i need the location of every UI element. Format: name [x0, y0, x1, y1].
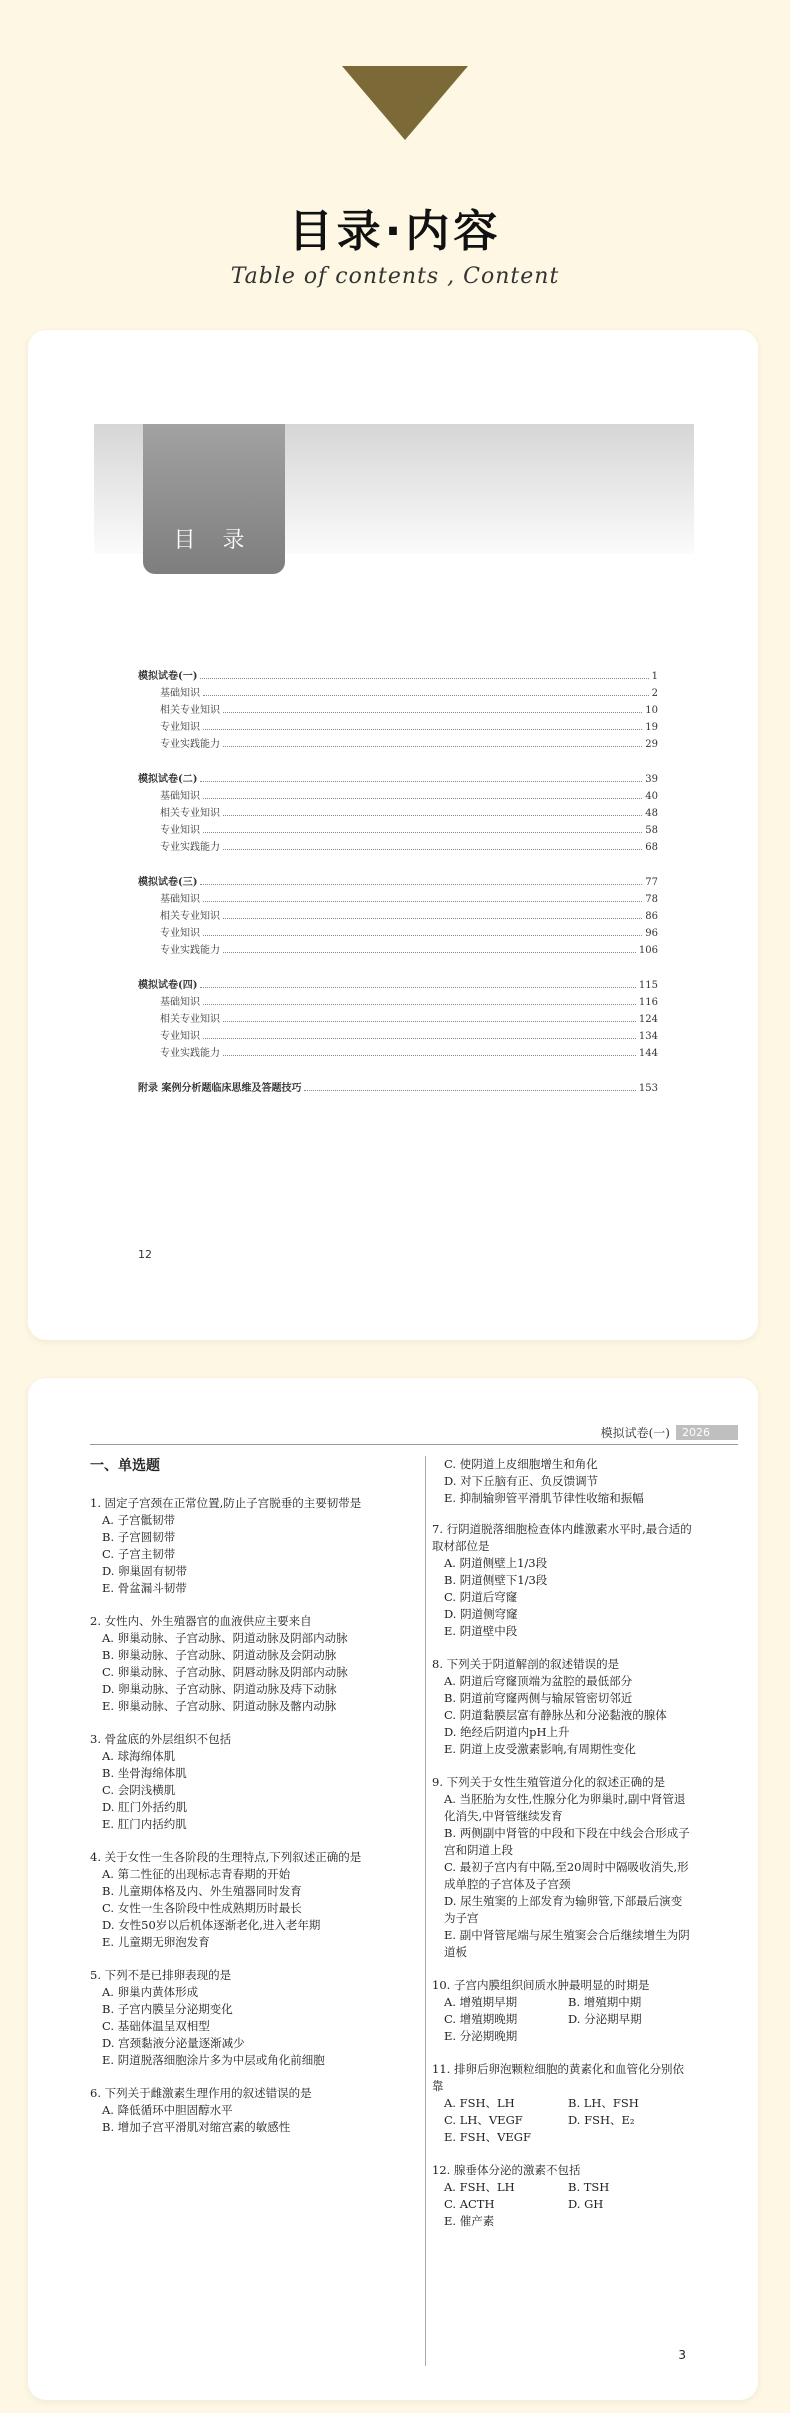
toc-subentry-leader	[223, 1012, 636, 1022]
option: D. 女性50岁以后机体逐渐老化,进入老年期	[102, 1918, 321, 1932]
option: B. 阴道侧壁下1/3段	[444, 1573, 548, 1587]
toc-subentry	[138, 822, 658, 839]
option: D. 肛门外括约肌	[102, 1800, 188, 1814]
toc-subentry-title: 专业实践能力	[160, 1048, 220, 1059]
toc-appendix-leader	[304, 1081, 635, 1091]
right-column	[432, 1456, 692, 2246]
toc-subentry	[138, 736, 658, 753]
toc-subentry	[138, 839, 658, 856]
option: D. 尿生殖窦的上部发育为输卵管,下部最后演变为子宫	[444, 1894, 683, 1925]
option: C. 阴道黏膜层富有静脉丛和分泌黏液的腺体	[444, 1708, 667, 1722]
question	[90, 1613, 420, 1715]
option: C. 使阴道上皮细胞增生和角化	[444, 1457, 598, 1471]
toc-subentry	[138, 685, 658, 702]
option: B. 子宫内膜呈分泌期变化	[102, 2002, 233, 2016]
option: C. 卵巢动脉、子宫动脉、阴唇动脉及阴部内动脉	[102, 1665, 348, 1679]
option: B. LH、FSH	[568, 2096, 639, 2110]
toc-subentry-leader	[203, 1029, 636, 1039]
option: A. 增殖期早期	[444, 1995, 518, 2009]
toc-entry-page: 39	[645, 774, 658, 785]
toc-entry-leader	[200, 875, 642, 885]
toc-subentry-leader	[203, 926, 642, 936]
toc-subentry-page: 134	[638, 1031, 658, 1042]
toc-subentry-page: 78	[645, 894, 658, 905]
toc-subentry-leader	[203, 995, 636, 1005]
option-row	[432, 2011, 692, 2028]
toc-subentry-page: 29	[645, 739, 658, 750]
toc-subentry-page: 58	[645, 825, 658, 836]
toc-subentry-page: 106	[638, 945, 658, 956]
option: C. 子宫主韧带	[102, 1547, 176, 1561]
option: E. 分泌期晚期	[444, 2029, 518, 2043]
toc-appendix-title: 附录 案例分析题临床思维及答题技巧	[138, 1083, 302, 1094]
toc-group	[138, 874, 658, 959]
toc-subentry	[138, 805, 658, 822]
toc-subentry-title: 相关专业知识	[160, 911, 220, 922]
toc-group	[138, 771, 658, 856]
toc-subentry-title: 基础知识	[160, 791, 200, 802]
question	[90, 1495, 420, 1597]
option: D. 阴道侧穹窿	[444, 1607, 518, 1621]
option: B. 阴道前穹窿两侧与输尿管密切邻近	[444, 1691, 633, 1705]
toc-subentry-title: 专业知识	[160, 1031, 200, 1042]
toc-entry-leader	[200, 772, 642, 782]
toc-subentry	[138, 719, 658, 736]
toc-subentry	[138, 788, 658, 805]
exam-header-title: 模拟试卷(一)	[600, 1426, 670, 1440]
option: D. 对下丘脑有正、负反馈调节	[444, 1474, 599, 1488]
option: A. 卵巢内黄体形成	[102, 1985, 199, 1999]
toc-subentry-leader	[223, 806, 642, 816]
option: E. 阴道上皮受激素影响,有周期性变化	[444, 1742, 636, 1756]
option: E. 阴道壁中段	[444, 1624, 518, 1638]
exam-page-number: 3	[678, 2348, 686, 2362]
option: A. FSH、LH	[444, 2096, 515, 2110]
option: A. FSH、LH	[444, 2180, 515, 2194]
question-stem: 12. 腺垂体分泌的激素不包括	[432, 2163, 581, 2177]
decorative-triangle	[342, 66, 468, 140]
section-title: 一、单选题	[90, 1458, 160, 1474]
page-subtitle: Table of contents , Content	[230, 264, 560, 289]
toc-entry-title: 模拟试卷(三)	[138, 877, 198, 888]
toc-subentry-page: 40	[645, 791, 658, 802]
option: B. 两侧副中肾管的中段和下段在中线会合形成子宫和阴道上段	[444, 1826, 690, 1857]
option: E. 副中肾管尾端与尿生殖窦会合后继续增生为阴道板	[444, 1928, 690, 1959]
exam-header-year: 2026	[676, 1425, 738, 1440]
toc-subentry-page: 86	[645, 911, 658, 922]
toc-list	[138, 668, 658, 1115]
toc-appendix-page: 153	[638, 1083, 658, 1094]
question-stem: 7. 行阴道脱落细胞检查体内雌激素水平时,最合适的取材部位是	[432, 1522, 692, 1553]
toc-entry-page: 115	[638, 980, 658, 991]
option: A. 卵巢动脉、子宫动脉、阴道动脉及阴部内动脉	[102, 1631, 348, 1645]
toc-subentry-leader	[223, 703, 642, 713]
toc-entry	[138, 874, 658, 891]
toc-subentry-leader	[223, 909, 642, 919]
option: E. 骨盆漏斗韧带	[102, 1581, 187, 1595]
option: D. 宫颈黏液分泌量逐渐减少	[102, 2036, 245, 2050]
toc-subentry-page: 68	[645, 842, 658, 853]
toc-group	[138, 977, 658, 1062]
toc-subentry-title: 专业实践能力	[160, 842, 220, 853]
option: B. TSH	[568, 2180, 610, 2194]
option: E. FSH、VEGF	[444, 2130, 531, 2144]
toc-subentry-page: 116	[638, 997, 658, 1008]
toc-subentry-leader	[203, 686, 649, 696]
option: B. 卵巢动脉、子宫动脉、阴道动脉及会阴动脉	[102, 1648, 337, 1662]
question	[432, 1774, 692, 1961]
option: B. 坐骨海绵体肌	[102, 1766, 187, 1780]
toc-subentry-title: 基础知识	[160, 894, 200, 905]
header-rule	[90, 1444, 738, 1445]
question-stem: 9. 下列关于女性生殖管道分化的叙述正确的是	[432, 1775, 666, 1789]
toc-subentry	[138, 702, 658, 719]
option: D. FSH、E₂	[568, 2113, 635, 2127]
question-stem: 11. 排卵后卵泡颗粒细胞的黄素化和血管化分别依靠	[432, 2062, 684, 2093]
question	[90, 2085, 420, 2136]
question	[432, 2061, 692, 2146]
toc-subentry-title: 相关专业知识	[160, 705, 220, 716]
option-row	[432, 1994, 692, 2011]
toc-subentry-title: 基础知识	[160, 688, 200, 699]
toc-subentry	[138, 1045, 658, 1062]
toc-heading: 目 录	[173, 528, 255, 553]
toc-entry	[138, 668, 658, 685]
toc-subentry	[138, 994, 658, 1011]
option: A. 降低循环中胆固醇水平	[102, 2103, 233, 2117]
question-stem: 8. 下列关于阴道解剖的叙述错误的是	[432, 1657, 620, 1671]
toc-subentry	[138, 1011, 658, 1028]
toc-subentry-page: 96	[645, 928, 658, 939]
option: C. 最初子宫内有中隔,至20周时中隔吸收消失,形成单腔的子宫体及子宫颈	[444, 1860, 689, 1891]
question-stem: 1. 固定子宫颈在正常位置,防止子宫脱垂的主要韧带是	[90, 1496, 362, 1510]
toc-subentry-leader	[223, 840, 642, 850]
question-stem: 4. 关于女性一生各阶段的生理特点,下列叙述正确的是	[90, 1850, 362, 1864]
toc-page-number: 12	[138, 1248, 152, 1261]
question	[90, 1849, 420, 1951]
column-divider	[425, 1456, 426, 2366]
option: A. 子宫骶韧带	[102, 1513, 176, 1527]
left-column	[90, 1456, 420, 2152]
page-title: 目录·内容	[288, 206, 502, 257]
toc-entry-title: 模拟试卷(四)	[138, 980, 198, 991]
toc-appendix	[138, 1080, 658, 1097]
option: D. GH	[568, 2197, 604, 2211]
toc-subentry-leader	[223, 737, 642, 747]
option: A. 阴道侧壁上1/3段	[444, 1556, 548, 1570]
question-stem: 3. 骨盆底的外层组织不包括	[90, 1732, 232, 1746]
question	[90, 1967, 420, 2069]
question-stem: 10. 子宫内膜组织间质水肿最明显的时期是	[432, 1978, 650, 1992]
toc-subentry-leader	[223, 1046, 636, 1056]
question-stem: 2. 女性内、外生殖器官的血液供应主要来自	[90, 1614, 312, 1628]
option: C. LH、VEGF	[444, 2113, 523, 2127]
toc-subentry-title: 基础知识	[160, 997, 200, 1008]
option: E. 抑制输卵管平滑肌节律性收缩和振幅	[444, 1491, 644, 1505]
option: C. ACTH	[444, 2197, 495, 2211]
exam-header	[601, 1424, 738, 1441]
toc-heading-tab	[143, 424, 285, 574]
toc-subentry-title: 专业知识	[160, 825, 200, 836]
toc-subentry-title: 专业实践能力	[160, 739, 220, 750]
toc-subentry	[138, 908, 658, 925]
toc-subentry	[138, 942, 658, 959]
toc-entry-title: 模拟试卷(二)	[138, 774, 198, 785]
option: A. 第二性征的出现标志青春期的开始	[102, 1867, 291, 1881]
question	[90, 1731, 420, 1833]
option: C. 基础体温呈双相型	[102, 2019, 210, 2033]
toc-subentry	[138, 891, 658, 908]
toc-subentry-page: 144	[638, 1048, 658, 1059]
toc-entry-leader	[200, 669, 648, 679]
toc-entry-leader	[200, 978, 635, 988]
question-stem: 6. 下列关于雌激素生理作用的叙述错误的是	[90, 2086, 312, 2100]
toc-subentry-leader	[223, 943, 636, 953]
option: D. 绝经后阴道内pH上升	[444, 1725, 570, 1739]
option-row	[432, 2095, 692, 2112]
question	[432, 1977, 692, 2045]
toc-subentry-page: 19	[645, 722, 658, 733]
toc-appendix-group	[138, 1080, 658, 1097]
toc-subentry-title: 专业实践能力	[160, 945, 220, 956]
option-row	[432, 2196, 692, 2213]
option: E. 阴道脱落细胞涂片多为中层或角化前细胞	[102, 2053, 325, 2067]
option: B. 增殖期中期	[568, 1995, 642, 2009]
toc-subentry-page: 124	[638, 1014, 658, 1025]
toc-entry	[138, 977, 658, 994]
toc-subentry-title: 专业知识	[160, 928, 200, 939]
option: A. 阴道后穹窿顶端为盆腔的最低部分	[444, 1674, 633, 1688]
exam-page-card	[28, 1378, 758, 2400]
option: E. 儿童期无卵泡发育	[102, 1935, 210, 1949]
option: C. 增殖期晚期	[444, 2012, 518, 2026]
toc-subentry-leader	[203, 823, 642, 833]
toc-subentry-title: 专业知识	[160, 722, 200, 733]
toc-subentry-leader	[203, 789, 642, 799]
toc-entry	[138, 771, 658, 788]
option: E. 卵巢动脉、子宫动脉、阴道动脉及髂内动脉	[102, 1699, 337, 1713]
question-stem: 5. 下列不是已排卵表现的是	[90, 1968, 232, 1982]
option: A. 当胚胎为女性,性腺分化为卵巢时,副中肾管退化消失,中肾管继续发育	[444, 1792, 686, 1823]
question	[432, 1521, 692, 1640]
toc-entry-page: 1	[651, 671, 658, 682]
option-row	[432, 2112, 692, 2129]
option: B. 增加子宫平滑肌对缩宫素的敏感性	[102, 2120, 291, 2134]
toc-entry-page: 77	[645, 877, 658, 888]
option: B. 子宫圆韧带	[102, 1530, 176, 1544]
toc-subentry	[138, 925, 658, 942]
toc-subentry-leader	[203, 720, 642, 730]
question-continuation	[432, 1456, 692, 1507]
option: E. 肛门内括约肌	[102, 1817, 187, 1831]
question	[432, 2162, 692, 2230]
question	[432, 1656, 692, 1758]
option: E. 催产素	[444, 2214, 495, 2228]
option: D. 卵巢固有韧带	[102, 1564, 188, 1578]
toc-subentry	[138, 1028, 658, 1045]
toc-subentry-page: 10	[645, 705, 658, 716]
toc-group	[138, 668, 658, 753]
toc-entry-title: 模拟试卷(一)	[138, 671, 198, 682]
option-row	[432, 2179, 692, 2196]
toc-subentry-leader	[203, 892, 642, 902]
toc-subentry-title: 相关专业知识	[160, 808, 220, 819]
toc-subentry-page: 48	[645, 808, 658, 819]
option: C. 会阴浅横肌	[102, 1783, 176, 1797]
toc-subentry-title: 相关专业知识	[160, 1014, 220, 1025]
option: D. 卵巢动脉、子宫动脉、阴道动脉及痔下动脉	[102, 1682, 337, 1696]
option: A. 球海绵体肌	[102, 1749, 176, 1763]
option: D. 分泌期早期	[568, 2012, 642, 2026]
option: C. 阴道后穹窿	[444, 1590, 518, 1604]
option: C. 女性一生各阶段中性成熟期历时最长	[102, 1901, 302, 1915]
toc-subentry-page: 2	[651, 688, 658, 699]
toc-page-card	[28, 330, 758, 1340]
option: B. 儿童期体格及内、外生殖器同时发育	[102, 1884, 302, 1898]
